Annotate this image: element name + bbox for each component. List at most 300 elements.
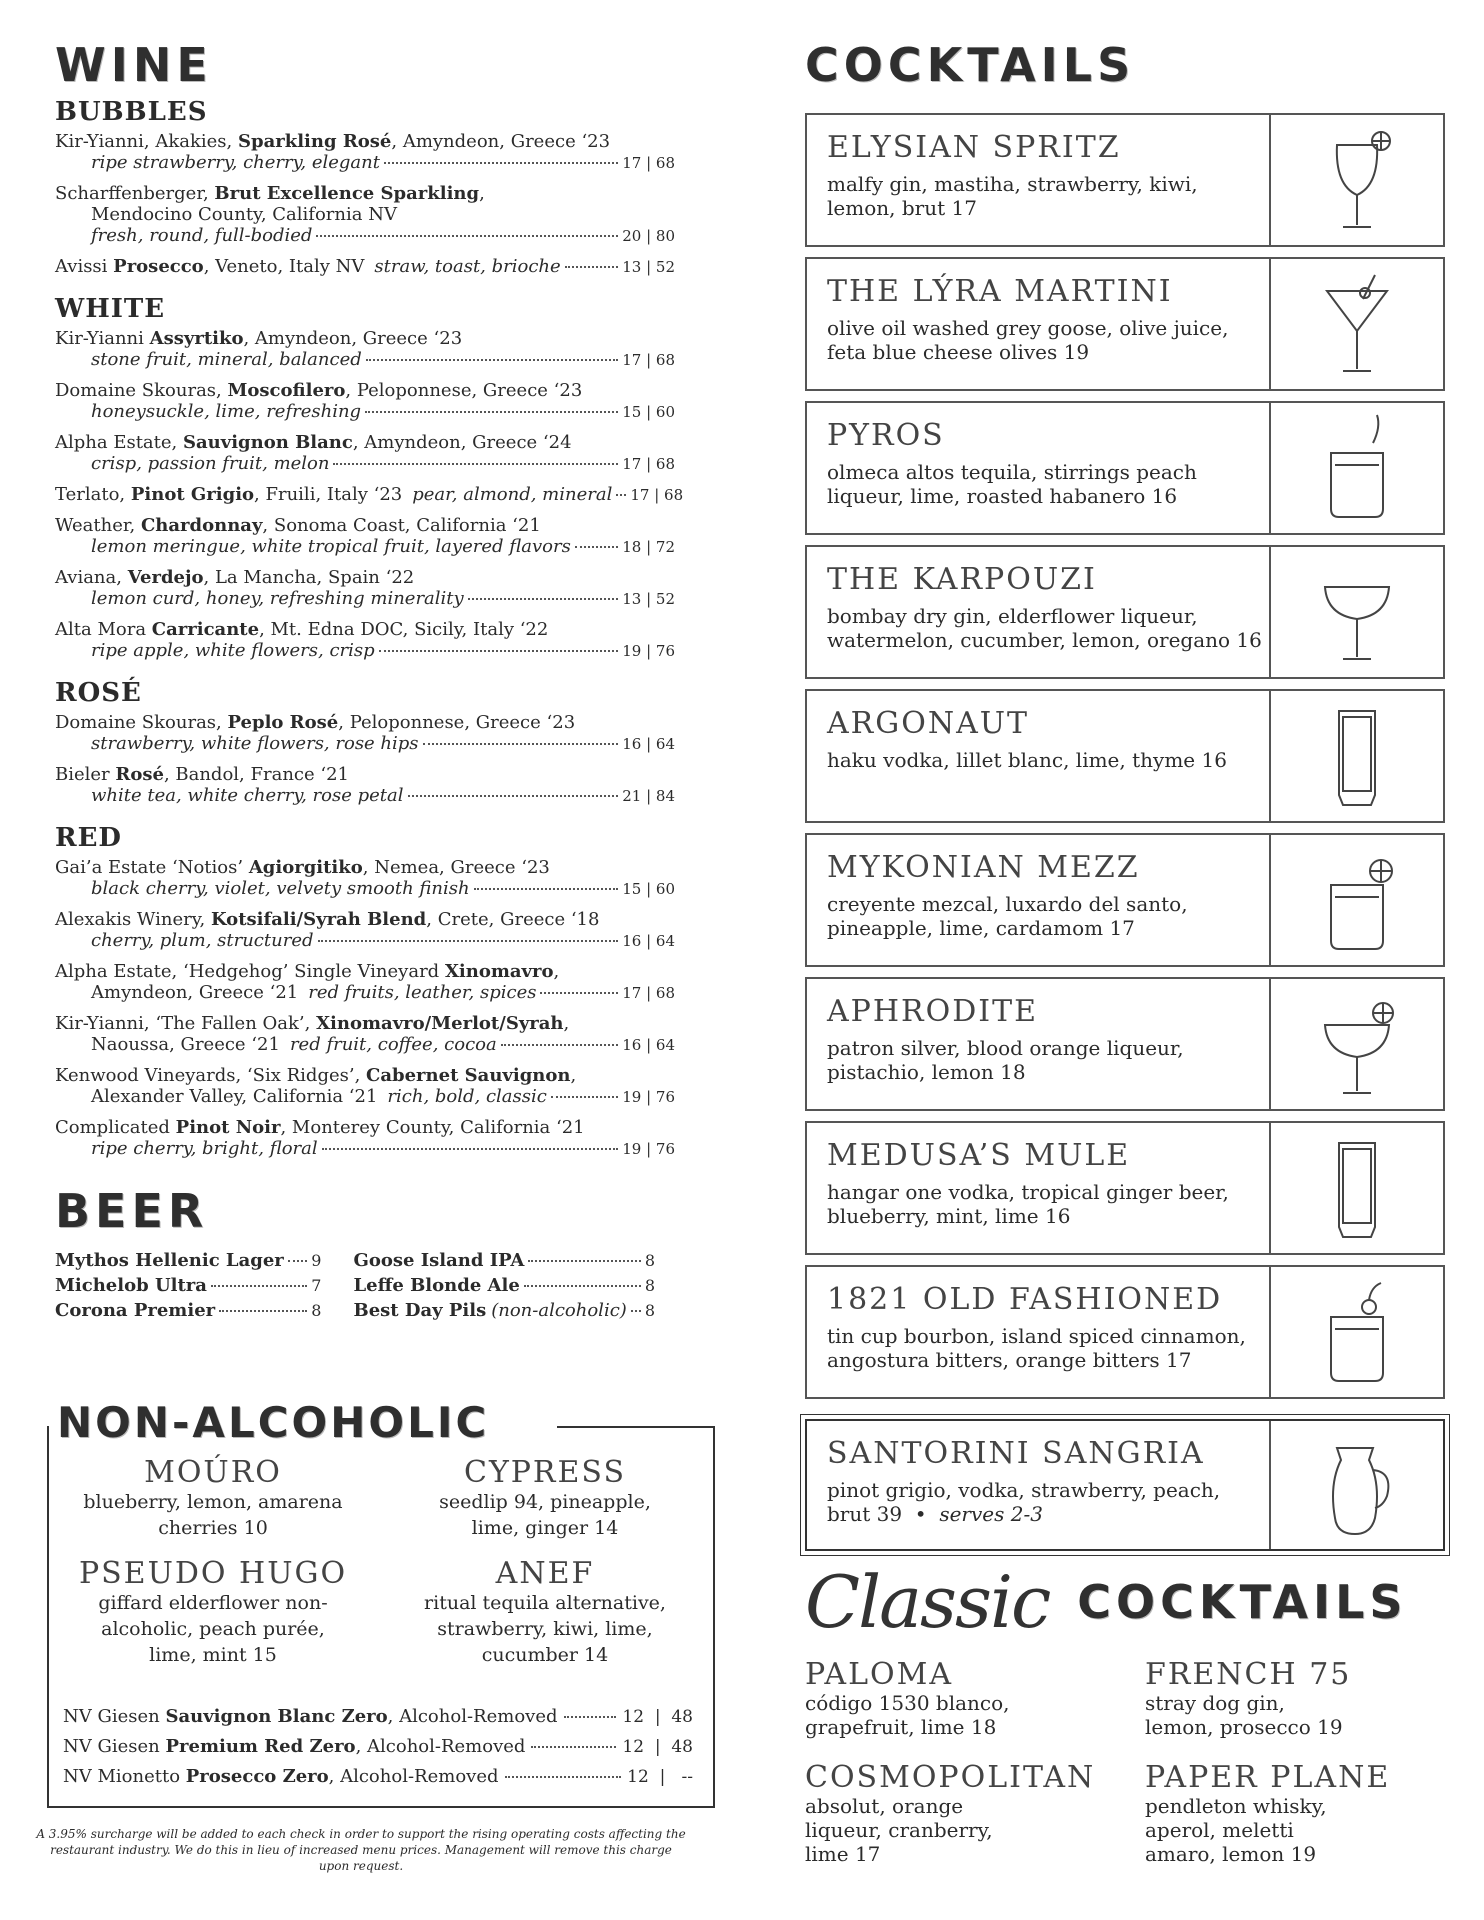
leader-dots — [288, 1260, 308, 1262]
wine-producer: Scharffenberger, — [55, 182, 215, 204]
wine-description: pear, almond, mineral — [412, 483, 613, 505]
wine-producer: Aviana, — [55, 566, 128, 588]
wine-description: red fruits, leather, spices — [308, 981, 537, 1003]
leader-dots — [316, 235, 618, 237]
cocktail-card — [805, 689, 1445, 823]
na-wine-price: 12 | 48 — [622, 1737, 693, 1757]
cocktail-name: APHRODITE — [827, 993, 1039, 1029]
wine-varietal: Cabernet Sauvignon — [366, 1064, 571, 1086]
beer-label: Michelob Ultra — [55, 1275, 207, 1297]
wine-price: 18 | 72 — [622, 537, 675, 556]
wine-name — [55, 328, 675, 349]
wine-description: straw, toast, brioche — [374, 255, 561, 277]
cocktail-text — [827, 563, 1267, 652]
beer-price: 8 — [644, 1301, 655, 1321]
wine-price: 17 | 68 — [622, 983, 675, 1002]
wine-region: , Bandol, France ‘21 — [163, 763, 349, 785]
wine-item — [55, 131, 675, 174]
leader-dots — [565, 266, 619, 268]
leader-dots — [575, 546, 618, 548]
wine-producer: Domaine Skouras, — [55, 711, 228, 733]
leader-dots — [219, 1310, 307, 1312]
cocktail-text — [827, 1283, 1267, 1372]
wine-name — [55, 1065, 675, 1086]
beer-label: Best Day Pils — [353, 1300, 487, 1322]
wine-name — [55, 183, 675, 204]
na-wine-price: 12 | -- — [627, 1767, 693, 1787]
wine-description: ripe cherry, bright, floral — [91, 1137, 318, 1159]
cocktail-illustration — [1269, 1421, 1443, 1549]
na-wine-producer: NV Giesen — [63, 1736, 166, 1757]
wine-region: , — [570, 1064, 577, 1086]
leader-dots — [423, 743, 619, 745]
beer-label: Mythos Hellenic Lager — [55, 1250, 284, 1272]
coupe-glass-icon — [1307, 557, 1407, 667]
wine-subheading: ROSÉ — [55, 677, 142, 708]
wine-region: , Amyndeon, Greece ‘24 — [352, 431, 572, 453]
wine-varietal: Assyrtiko — [149, 327, 244, 349]
wine-subheading: RED — [55, 822, 122, 853]
wine-region: , Peloponnese, Greece ‘23 — [345, 379, 583, 401]
cocktail-text — [827, 1437, 1267, 1526]
beer-heading: BEER — [55, 1183, 209, 1238]
classic-cocktail-name: PAPER PLANE — [1145, 1760, 1391, 1795]
cocktail-card — [805, 113, 1445, 247]
wine-region: , Crete, Greece ‘18 — [426, 908, 600, 930]
beer-label: Goose Island IPA — [353, 1250, 525, 1272]
beer-item — [353, 1250, 655, 1271]
wine-producer: Kenwood Vineyards, ‘Six Ridges’, — [55, 1064, 367, 1086]
wine-producer: Terlato, — [55, 483, 131, 505]
wine-region: , Amyndeon, Greece ‘23 — [243, 327, 463, 349]
cocktail-illustration — [1269, 1123, 1443, 1253]
wine-line — [55, 256, 675, 278]
cocktail-illustration — [1269, 979, 1443, 1109]
wine-line — [55, 349, 675, 371]
cocktail-card — [805, 833, 1445, 967]
wine-description: cherry, plum, structured — [91, 929, 314, 951]
wine-price: 15 | 60 — [622, 879, 675, 898]
wine-varietal: Rosé — [115, 763, 164, 785]
beer-name — [353, 1250, 524, 1271]
wine-varietal: Moscofilero — [227, 379, 346, 401]
coupe-glass-orange-icon — [1307, 989, 1407, 1099]
wine-item — [55, 764, 675, 807]
na-wine-varietal: Prosecco Zero — [185, 1766, 329, 1787]
classic-cocktail-description: pendleton whisky, aperol, meletti amaro, lemon 19 — [1145, 1794, 1327, 1866]
na-drink-description: giffard elderflower non-alcoholic, peach purée, lime, mint 15 — [98, 1592, 328, 1666]
leader-dots — [408, 795, 619, 797]
leader-dots — [631, 1310, 641, 1312]
wine-price: 16 | 64 — [622, 734, 675, 753]
cocktail-text — [827, 131, 1267, 220]
leader-dots — [333, 463, 618, 465]
cocktail-ingredients: olmeca altos tequila, stirrings peach liqueur, lime, roasted habanero 16 — [827, 459, 1197, 508]
na-wine-note: , Alcohol-Removed — [387, 1706, 558, 1727]
wine-line — [55, 401, 675, 423]
na-drink-name: CYPRESS — [463, 1455, 626, 1490]
wine-producer: Kir-Yianni, Akakies, — [55, 130, 238, 152]
leader-dots — [501, 1044, 619, 1046]
wine-region-cont: Amyndeon, Greece ‘21 — [91, 981, 299, 1003]
leader-dots — [524, 1285, 641, 1287]
na-drink-description: seedlip 94, pineapple, lime, ginger 14 — [439, 1491, 651, 1539]
na-wine-name — [63, 1732, 525, 1761]
wine-price: 17 | 68 — [630, 485, 684, 504]
beer-price: 7 — [311, 1276, 322, 1296]
wine-varietal: Verdejo — [127, 566, 204, 588]
non-alcoholic-heading: NON-ALCOHOLIC — [57, 1398, 503, 1447]
wine-price: 21 | 84 — [622, 786, 675, 805]
wine-region: , Nemea, Greece ‘23 — [362, 856, 550, 878]
wine-line — [55, 536, 675, 558]
wine-price: 16 | 64 — [622, 931, 675, 950]
wine-producer: Complicated — [55, 1116, 176, 1138]
leader-dots — [474, 888, 619, 890]
wine-item — [55, 619, 675, 662]
na-drink-name: PSEUDO HUGO — [78, 1556, 348, 1591]
wine-region: , Veneto, Italy NV — [203, 255, 365, 277]
cocktail-text — [827, 707, 1267, 772]
na-drink — [47, 1557, 379, 1668]
highball-glass-icon — [1307, 701, 1407, 811]
wine-producer: Alta Mora — [55, 618, 152, 640]
beer-name — [353, 1275, 519, 1296]
wine-region: , Sonoma Coast, California ‘21 — [262, 514, 541, 536]
wine-region: , La Mancha, Spain ‘22 — [203, 566, 415, 588]
wine-varietal: Pinot Noir — [175, 1116, 281, 1138]
wine-name — [55, 567, 675, 588]
cocktail-name: ARGONAUT — [827, 705, 1030, 741]
wine-producer: Kir-Yianni — [55, 327, 150, 349]
cocktail-illustration — [1269, 403, 1443, 533]
wine-name — [55, 857, 675, 878]
cocktail-ingredients: malfy gin, mastiha, strawberry, kiwi, lemon, brut 17 — [827, 171, 1198, 220]
frame-top-line — [557, 1426, 713, 1428]
wine-region: , — [553, 960, 560, 982]
leader-dots — [211, 1285, 307, 1287]
cocktail-ingredients: haku vodka, lillet blanc, lime, thyme 16 — [827, 747, 1227, 772]
leader-dots — [384, 162, 618, 164]
na-wine-note: , Alcohol-Removed — [328, 1766, 499, 1787]
wine-name — [55, 1117, 675, 1138]
wine-description: crisp, passion fruit, melon — [91, 452, 330, 474]
beer-name — [55, 1250, 284, 1271]
wine-description: ripe apple, white flowers, crisp — [91, 639, 375, 661]
wine-name — [55, 432, 675, 453]
na-drink — [379, 1557, 711, 1668]
wine-line — [55, 152, 675, 174]
wine-line — [55, 1086, 675, 1108]
wine-name — [55, 961, 675, 982]
classic-cocktail-name: PALOMA — [805, 1657, 953, 1692]
wine-sections — [55, 96, 684, 1160]
wine-item — [55, 857, 675, 900]
cocktail-illustration — [1269, 547, 1443, 677]
cocktails-heading: COCKTAILS — [805, 38, 1136, 92]
wine-region: , Monterey County, California ‘21 — [280, 1116, 585, 1138]
na-wine-varietal: Premium Red Zero — [165, 1736, 356, 1757]
cocktail-card — [805, 401, 1445, 535]
classic-cocktail-description: stray dog gin, lemon, prosecco 19 — [1145, 1691, 1343, 1739]
wine-item — [55, 567, 675, 610]
wine-varietal: Sauvignon Blanc — [183, 431, 353, 453]
na-drink-name: MOÚRO — [144, 1455, 282, 1490]
na-drink-name: ANEF — [495, 1556, 595, 1591]
leader-dots — [564, 1716, 617, 1718]
wine-region-cont: Mendocino County, California NV — [91, 203, 397, 225]
wine-price: 15 | 60 — [622, 402, 675, 421]
wine-item — [55, 1117, 675, 1160]
wine-varietal: Kotsifali/Syrah Blend — [210, 908, 427, 930]
wine-price: 17 | 68 — [622, 454, 675, 473]
cocktail-illustration — [1269, 691, 1443, 821]
wine-line — [55, 1138, 675, 1160]
na-wine-producer: NV Mionetto — [63, 1766, 186, 1787]
cocktail-text — [827, 851, 1267, 940]
wine-name — [55, 380, 675, 401]
cocktail-description — [827, 748, 1267, 772]
cocktail-illustration — [1269, 115, 1443, 245]
wine-item — [55, 1013, 675, 1056]
wine-varietal: Xinomavro — [444, 960, 554, 982]
wine-region: , Peloponnese, Greece ‘23 — [338, 711, 576, 733]
classic-cocktail-list — [805, 1658, 1445, 1866]
wine-varietal: Chardonnay — [140, 514, 263, 536]
wine-producer: Alpha Estate, ‘Hedgehog’ Single Vineyard — [55, 960, 445, 982]
wine-description: lemon meringue, white tropical fruit, layered flavors — [91, 535, 571, 557]
classic-script-label: Classic — [805, 1560, 1050, 1644]
wine-region: , Amyndeon, Greece ‘23 — [391, 130, 611, 152]
cocktail-illustration — [1269, 835, 1443, 965]
wine-description: ripe strawberry, cherry, elegant — [91, 151, 380, 173]
cocktail-description — [827, 1180, 1267, 1228]
classic-cocktail-name: COSMOPOLITAN — [805, 1760, 1096, 1795]
rocks-glass-pepper-icon — [1307, 413, 1407, 523]
wine-line — [55, 225, 675, 247]
wine-name — [55, 712, 675, 733]
na-drink-description: ritual tequila alternative, strawberry, kiwi, lime, cucumber 14 — [424, 1592, 666, 1666]
wine-line — [55, 785, 675, 807]
wine-varietal: Pinot Grigio — [130, 483, 255, 505]
cocktail-name: ELYSIAN SPRITZ — [827, 129, 1121, 165]
wine-name — [55, 256, 364, 277]
cocktail-name: PYROS — [827, 417, 945, 453]
cocktail-description — [827, 1324, 1267, 1372]
left-column — [55, 38, 684, 1322]
cocktail-description — [827, 460, 1267, 508]
leader-dots — [468, 598, 619, 600]
wine-line — [55, 733, 675, 755]
na-wine-row — [63, 1762, 693, 1792]
cocktail-card — [805, 1265, 1445, 1399]
beer-item — [55, 1275, 321, 1296]
cocktail-text — [827, 1139, 1267, 1228]
cocktail-ingredients: creyente mezcal, luxardo del santo, pineapple, lime, cardamom 17 — [827, 891, 1188, 940]
wine-item — [55, 328, 675, 371]
wine-line — [55, 878, 675, 900]
na-wine-row — [63, 1732, 693, 1762]
rocks-glass-lime-icon — [1307, 845, 1407, 955]
cocktail-serves: serves 2-3 — [939, 1501, 1043, 1526]
non-alcoholic-drinks — [47, 1456, 711, 1668]
cocktail-description — [827, 1036, 1267, 1084]
leader-dots — [540, 992, 618, 994]
wine-line — [55, 483, 684, 506]
na-wine-producer: NV Giesen — [63, 1706, 166, 1727]
na-wine-price: 12 | 48 — [622, 1707, 693, 1727]
cocktail-card — [805, 1121, 1445, 1255]
cocktail-card — [805, 257, 1445, 391]
wine-subheading: WHITE — [55, 293, 166, 324]
leader-dots — [528, 1260, 640, 1262]
na-wine-varietal: Sauvignon Blanc Zero — [165, 1706, 388, 1727]
classic-cocktail-description: absolut, orange liqueur, cranberry, lime 17 — [805, 1794, 993, 1866]
classic-cocktails-heading: COCKTAILS — [1077, 1574, 1408, 1629]
wine-item — [55, 380, 675, 423]
cocktail-name: THE KARPOUZI — [827, 561, 1097, 597]
na-wine-name — [63, 1702, 558, 1731]
beer-list — [55, 1250, 655, 1321]
wine-name — [55, 1013, 675, 1034]
leader-dots — [551, 1096, 618, 1098]
classic-cocktail — [805, 1658, 1145, 1739]
wine-line — [55, 930, 675, 952]
wine-glass-lime-icon — [1307, 125, 1407, 235]
wine-producer: Gai’a Estate ‘Notios’ — [55, 856, 249, 878]
beer-price: 8 — [311, 1301, 322, 1321]
cocktail-description — [827, 1478, 1267, 1526]
wine-price: 19 | 76 — [622, 1087, 675, 1106]
cocktail-ingredients: bombay dry gin, elderflower liqueur, watermelon, cucumber, lemon, oregano 16 — [827, 603, 1262, 652]
wine-item — [55, 961, 675, 1004]
na-drink — [379, 1456, 711, 1541]
beer-name — [353, 1300, 626, 1321]
wine-name — [55, 484, 402, 505]
wine-varietal: Xinomavro/Merlot/Syrah — [316, 1012, 564, 1034]
cocktail-text — [827, 419, 1267, 508]
wine-name — [55, 131, 675, 152]
cocktail-text — [827, 275, 1267, 364]
wine-name — [55, 764, 675, 785]
beer-label: Leffe Blonde Ale — [353, 1275, 520, 1297]
wine-producer: Domaine Skouras, — [55, 379, 228, 401]
wine-item — [55, 183, 675, 247]
wine-producer: Alexakis Winery, — [55, 908, 211, 930]
classic-cocktails-section — [805, 1560, 1445, 1866]
leader-dots — [366, 359, 618, 361]
classic-cocktail — [1145, 1658, 1445, 1739]
leader-dots — [322, 1148, 619, 1150]
wine-line — [55, 1034, 675, 1056]
wine-item — [55, 483, 684, 506]
cocktail-ingredients: hangar one vodka, tropical ginger beer, blueberry, mint, lime 16 — [827, 1179, 1229, 1228]
cocktail-name: SANTORINI SANGRIA — [827, 1435, 1205, 1471]
na-drink — [47, 1456, 379, 1541]
rocks-glass-cherry-icon — [1307, 1277, 1407, 1387]
cocktail-text — [827, 995, 1267, 1084]
cocktail-name: 1821 OLD FASHIONED — [827, 1281, 1223, 1317]
pitcher-icon — [1307, 1430, 1407, 1540]
bullet-separator: • — [902, 1501, 940, 1526]
wine-description: black cherry, violet, velvety smooth finish — [91, 877, 470, 899]
classic-cocktails-title — [805, 1560, 1445, 1644]
beer-label: Corona Premier — [55, 1300, 216, 1322]
highball-glass-icon — [1307, 1133, 1407, 1243]
wine-price: 13 | 52 — [622, 257, 675, 276]
cocktail-ingredients: tin cup bourbon, island spiced cinnamon, angostura bitters, orange bitters 17 — [827, 1323, 1246, 1372]
non-alcoholic-section — [47, 1398, 693, 1808]
leader-dots — [505, 1776, 622, 1778]
wine-description: fresh, round, full-bodied — [91, 224, 313, 246]
leader-dots — [616, 494, 626, 496]
wine-price: 16 | 64 — [622, 1035, 675, 1054]
wine-item — [55, 515, 675, 558]
beer-price: 9 — [311, 1251, 322, 1271]
cocktail-ingredients: pinot grigio, vodka, strawberry, peach, brut 39 — [827, 1477, 1221, 1526]
wine-price: 19 | 76 — [622, 1139, 675, 1158]
wine-name — [55, 909, 675, 930]
na-wine-row — [63, 1702, 693, 1732]
wine-line — [55, 982, 675, 1004]
wine-producer: Weather, — [55, 514, 141, 536]
classic-cocktail — [805, 1761, 1145, 1866]
na-wine-name — [63, 1762, 499, 1791]
wine-price: 17 | 68 — [622, 350, 675, 369]
wine-producer: Bieler — [55, 763, 116, 785]
wine-price: 17 | 68 — [622, 153, 675, 172]
non-alcoholic-wines — [63, 1702, 693, 1792]
cocktail-illustration — [1269, 1267, 1443, 1397]
na-drink-description: blueberry, lemon, amarena cherries 10 — [83, 1491, 343, 1539]
wine-item — [55, 256, 675, 278]
wine-region: , — [479, 182, 485, 204]
wine-producer: Alpha Estate, — [55, 431, 183, 453]
wine-name — [55, 515, 675, 536]
leader-dots — [318, 940, 619, 942]
cocktail-name: THE LÝRA MARTINI — [827, 273, 1173, 309]
wine-region: , Mt. Edna DOC, Sicily, Italy ‘22 — [259, 618, 549, 640]
wine-region: , Fruili, Italy ‘23 — [254, 483, 403, 505]
wine-item — [55, 1065, 675, 1108]
wine-region: , — [563, 1012, 570, 1034]
leader-dots — [531, 1746, 616, 1748]
wine-producer: Kir-Yianni, ‘The Fallen Oak’, — [55, 1012, 317, 1034]
wine-varietal: Brut Excellence Sparkling — [214, 182, 480, 204]
classic-cocktail-description: código 1530 blanco, grapefruit, lime 18 — [805, 1691, 1010, 1739]
wine-item — [55, 432, 675, 475]
wine-subheading: BUBBLES — [55, 96, 208, 127]
wine-region-cont: Alexander Valley, California ‘21 — [91, 1085, 378, 1107]
wine-description: strawberry, white flowers, rose hips — [91, 732, 419, 754]
wine-name — [55, 619, 675, 640]
beer-item — [353, 1300, 655, 1321]
right-column — [805, 40, 1445, 1561]
wine-heading: WINE — [55, 38, 213, 92]
wine-description: white tea, white cherry, rose petal — [91, 784, 404, 806]
beer-name — [55, 1275, 207, 1296]
surcharge-disclaimer: A 3.95% surcharge will be added to each check in order to support the rising operating costs affecting the restaurant industry. We do this in lieu of increased menu prices. Management will remove this charge upon request. — [36, 1827, 686, 1873]
cocktail-illustration — [1269, 259, 1443, 389]
wine-region-cont: Naoussa, Greece ‘21 — [91, 1033, 280, 1055]
na-wine-note: , Alcohol-Removed — [355, 1736, 526, 1757]
cocktail-card — [805, 545, 1445, 679]
cocktail-name: MYKONIAN MEZZ — [827, 849, 1140, 885]
beer-price: 8 — [644, 1276, 655, 1296]
cocktail-description — [827, 172, 1267, 220]
cocktail-description — [827, 316, 1267, 364]
wine-price: 20 | 80 — [622, 226, 675, 245]
